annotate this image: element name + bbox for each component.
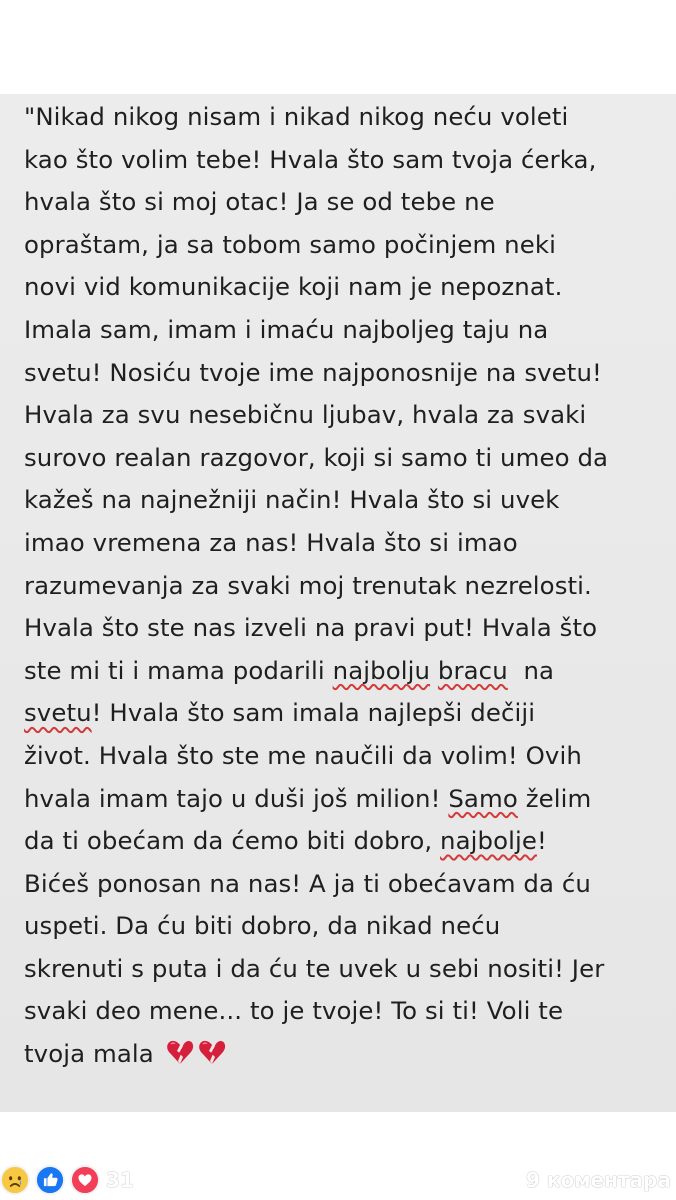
post-text-segment [430,656,438,685]
misspelled-word[interactable]: Samo [448,783,518,813]
post-line: Bićeš ponosan na nas! A ja ti obećavam da ću [24,868,591,898]
like-reaction-icon[interactable] [35,1165,65,1195]
post-line: novi vid komunikacije koji nam je nepoznat. [24,272,563,302]
misspelled-word[interactable]: najbolju [332,655,431,685]
post-text-segment: da ti obećam da ćemo biti dobro, [24,826,441,856]
post-line: život. Hvala što ste me naučili da volim! Ovih [24,740,582,770]
post-text-segment: na [507,655,555,685]
post-line: svaki deo mene... to je tvoje! To si ti! Voli te [24,996,564,1026]
post-line: surovo realan razgovor, koji si samo ti umeo da [24,442,609,472]
post-line: opraštam, ja sa tobom samo počinjem neki [24,229,556,259]
post-line [24,1033,674,1076]
post-line: uspeti. Da ću biti dobro, da nikad neću [24,911,501,941]
misspelled-word[interactable]: bracu [437,655,508,685]
post-line: kao što volim tebe! Hvala što sam tvoja ćerka, [24,144,597,174]
broken-heart-icon [198,1039,226,1065]
post-text-segment: želim [517,783,592,813]
post-line: skrenuti s puta i da ću te uvek u sebi nositi! Jer [24,953,605,983]
post-line: kažeš na najnežniji način! Hvala što si uvek [24,485,560,515]
reactions-bar[interactable] [0,1160,676,1200]
broken-heart-icon [166,1039,194,1065]
post-text-segment: tvoja mala [24,1039,154,1069]
love-reaction-icon[interactable] [70,1165,100,1195]
misspelled-word[interactable]: najbolje [440,826,537,856]
post-line [24,650,674,693]
post-line [24,692,674,735]
post-text-segment: ste mi ti i mama podarili [24,655,333,685]
post-line: Hvala što ste nas izveli na pravi put! Hvala što [24,613,598,643]
sad-reaction-icon[interactable] [0,1165,30,1195]
post-line: imao vremena za nas! Hvala što si imao [24,527,518,557]
post-text-segment: ! [537,826,547,856]
post-line: Hvala za svu nesebičnu ljubav, hvala za svaki [24,400,587,430]
note-card [0,94,676,1192]
post-line: Imala sam, imam i imaću najboljeg taju na [24,314,549,344]
post-line: "Nikad nikog nisam i nikad nikog neću voleti [24,102,569,131]
comments-count-link[interactable]: 9 коментара [526,1168,671,1192]
misspelled-word[interactable]: svetu [24,698,92,728]
post-text-segment: ! Hvala što sam imala najlepši dečiji [91,698,536,728]
post-line: hvala što si moj otac! Ja se od tebe ne [24,187,495,217]
post-line: razumevanja za svaki moj trenutak nezrelosti. [24,570,592,600]
post-line [24,820,674,863]
post-text [24,96,674,1076]
post-line: svetu! Nosiću tvoje ime najponosnije na svetu! [24,357,602,387]
reactions-count[interactable]: 31 [106,1168,134,1192]
post-text-segment: hvala imam tajo u duši još milion! [24,783,449,813]
post-line [24,778,674,821]
